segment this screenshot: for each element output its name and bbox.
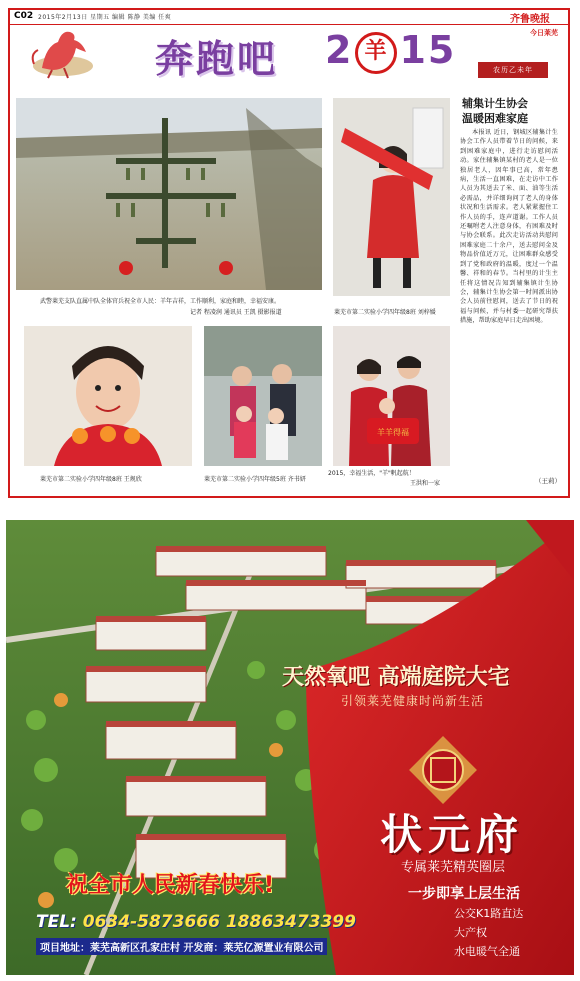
ad-features-list — [454, 905, 564, 959]
photo-couple — [333, 326, 450, 466]
girl-banner-caption: 莱芜市第二实验小学四年级8班 刘梓媛 — [334, 309, 436, 316]
ad-feature-item: 公交K1路直达 — [454, 907, 524, 920]
header-info: 2015年2月13日 星期五 编辑 陈静 美编 任爽 — [38, 14, 172, 21]
banner-year — [325, 28, 456, 74]
ad-tagline-2: 一步即享上层生活 — [408, 886, 520, 902]
article-title — [462, 96, 572, 126]
phone-label: TEL: — [36, 912, 77, 932]
phone-numbers: 0634-5873666 18863473399 — [82, 912, 356, 932]
article-title-line-2: 温暖困难家庭 — [462, 112, 528, 125]
couple-banner-text: 羊羊得福 — [377, 428, 409, 437]
ad-subslogan: 引领莱芜健康时尚新生活 — [341, 694, 485, 708]
soldiers-credit: 记者 程凌润 通讯员 王凯 摄影报道 — [190, 309, 282, 316]
ad-feature-item: 大产权 — [454, 926, 487, 939]
ad-feature-item: 水电暖气全通 — [454, 945, 520, 958]
girl-candy-caption: 莱芜市第二实验小学四年级8班 王规欣 — [40, 476, 142, 483]
lunar-year-seal: 农历乙未年 — [478, 62, 548, 78]
photo-family — [204, 326, 322, 466]
ad-phone-line — [36, 912, 356, 932]
real-estate-advertisement — [6, 520, 574, 975]
article-title-line-1: 辅集计生协会 — [462, 97, 528, 110]
couple-credit: 王洪和一家 — [410, 480, 441, 487]
soldiers-caption: 武警莱芜支队直属中队全体官兵祝全市人民：羊年吉祥，工作顺利，家庭和睦，幸福安康。 — [40, 298, 281, 305]
ad-slogan: 天然氧吧 高端庭院大宅 — [282, 665, 510, 690]
article-body: 本报讯 近日，钢城区辅集计生协会工作人员带着节日的问候，来到困难家庭中，进行走访慰问活动。家住辅集镇某村的老人是一位独居老人，因年事已高，常年患病，生活一直困难，在走访中工作人员为其送去了米、面、油等生活必需品，并详细询问了老人的身体状况和生活需求。老人紧紧握住工作人员的手，连声道谢。工作人员还嘱咐老人注意身体，有困难及时与协会联系。此次走访活动共慰问困难家庭二十余户，送去慰问金及物品价值近万元，让困难群众感受到了党和政府的温暖，度过一个温馨、祥和的春节。当村里的计生主任将这情况告知到辅集镇计生协会，辅集计生协会第一时间派出协会人员前往慰问，送去了节日的祝福与问候，并与村委一起研究帮扶措施，帮助家庭早日走出困境。 — [460, 129, 558, 325]
couple-caption: 2015，幸福生活，"羊"帆起航！ — [328, 470, 415, 477]
section-tag: 今日莱芜 — [530, 29, 558, 37]
photo-girl-candy — [24, 326, 192, 466]
ad-brand: 状元府 — [380, 810, 525, 859]
year-goat-char: 羊 — [355, 32, 397, 74]
horse-logo-icon — [28, 24, 98, 80]
year-part-1: 2 — [325, 28, 354, 72]
ad-greeting: 祝全市人民新春快乐! — [66, 873, 275, 898]
photo-soldiers-formation — [16, 98, 322, 290]
family-caption: 莱芜市第二实验小学四年级5班 齐书妍 — [204, 476, 306, 483]
ad-address: 项目地址：莱芜高新区孔家庄村 开发商：莱芜亿源置业有限公司 — [36, 938, 327, 955]
ad-tagline-1: 专属莱芜精英圈层 — [401, 860, 506, 875]
page-code: C02 — [14, 11, 34, 21]
article-author: （王莉） — [535, 477, 561, 485]
year-part-3: 15 — [399, 28, 457, 72]
banner-title: 奔跑吧 — [155, 37, 279, 81]
paper-name: 齐鲁晚报 — [510, 14, 550, 25]
photo-girl-banner — [333, 98, 450, 296]
